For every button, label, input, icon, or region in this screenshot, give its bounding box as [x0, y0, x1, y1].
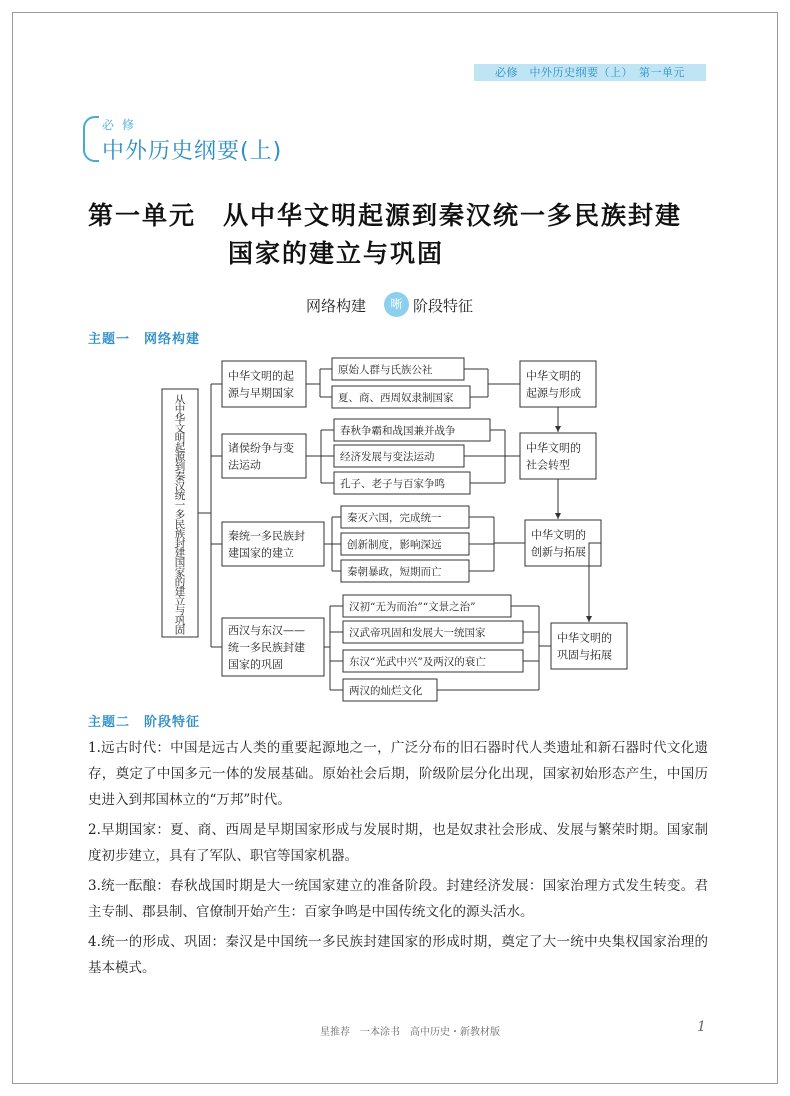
- unit-title-line-1: 第一单元 从中华文明起源到秦汉统一多民族封建: [88, 201, 683, 230]
- diagram-root-char: 到: [174, 461, 186, 474]
- diagram-summary-box: [520, 361, 596, 407]
- diagram-root-char: 从: [174, 394, 186, 406]
- diagram-item-label: 两汉的灿烂文化: [349, 685, 423, 697]
- diagram-summary-label: 巩固与拓展: [557, 648, 612, 662]
- footer-text: 星推荐 一本涂书 高中历史・新教材版: [320, 1027, 500, 1038]
- diagram-root-char: 固: [174, 624, 186, 637]
- diagram-stage-label: 秦统一多民族封: [228, 529, 305, 543]
- topic-one-heading: 主题一 网络构建: [88, 332, 201, 347]
- diagram-stage-label: 西汉与东汉——: [228, 624, 305, 637]
- paragraph-4: 4.统一的形成、巩固：秦汉是中国统一多民族封建国家的形成时期，奠定了大一统中央集权国家治理的基本模式。: [88, 934, 708, 976]
- diagram-summary-box: [520, 433, 596, 479]
- topic-two-heading: 主题二 阶段特征: [88, 715, 201, 730]
- paragraph-3: 3.统一酝酿：春秋战国时期是大一统国家建立的准备阶段。封建经济发展：国家治理方式发生转变。君主专制、郡县制、官僚制开始产生：百家争鸣是中国传统文化的源头活水。: [88, 878, 708, 920]
- diagram-summary-label: 中华文明的: [531, 528, 586, 542]
- diagram-root-char: 建: [174, 586, 186, 598]
- diagram-summary-label: 创新与拓展: [531, 545, 586, 559]
- diagram-root-char: 的: [174, 576, 186, 589]
- diagram-root-char: 秦: [174, 470, 186, 483]
- diagram-stage-label: 建国家的建立: [228, 546, 294, 560]
- diagram-root-char: 起: [174, 442, 186, 454]
- diagram-summary-box: [551, 623, 627, 669]
- diagram-item-label: 东汉“光武中兴”及两汉的衰亡: [349, 656, 486, 668]
- diagram-stage-box: [222, 361, 306, 407]
- diagram-root-char: 汉: [174, 480, 186, 493]
- book-level-label: 必修: [102, 118, 143, 132]
- page-number: 1: [697, 1019, 706, 1035]
- diagram-root-char: 国: [174, 557, 186, 570]
- diagram-stage-label: 诸侯纷争与变: [228, 441, 294, 455]
- paragraph-1: 1.远古时代：中国是远古人类的重要起源地之一，广泛分布的旧石器时代人类遗址和新石器时代文化遗存，奠定了中国多元一体的发展基础。原始社会后期，阶级阶层分化出现，国家初始形态产生，中国历史进入到邦国林立的“万邦”时代。: [88, 740, 708, 808]
- diagram-root-char: 立: [174, 595, 186, 608]
- diagram-item-label: 孔子、老子与百家争鸣: [340, 478, 445, 490]
- diagram-stage-label: 统一多民族封建: [228, 641, 305, 654]
- diagram-root-char: 源: [174, 451, 186, 464]
- diagram-summary-label: 起源与形成: [526, 386, 581, 400]
- book-title: 中外历史纲要(上): [102, 139, 283, 164]
- diagram-root-char: 族: [174, 528, 186, 541]
- section-banner-left: 网络构建: [306, 297, 367, 315]
- section-banner-right: 阶段特征: [413, 297, 474, 315]
- diagram-summary-label: 中华文明的: [526, 369, 581, 383]
- diagram-item-label: 春秋争霸和战国兼并战争: [340, 425, 456, 437]
- diagram-summary-label: 社会转型: [526, 458, 570, 472]
- diagram-root-char: 与: [174, 605, 186, 618]
- diagram-summary-label: 中华文明的: [557, 631, 612, 645]
- diagram-root-char: 巩: [174, 614, 186, 627]
- diagram-root-char: 建: [174, 547, 186, 560]
- diagram-item-label: 秦灭六国，完成统一: [347, 512, 442, 524]
- diagram-item-label: 创新制度，影响深远: [347, 539, 442, 551]
- diagram-stage-label: 源与早期国家: [228, 386, 294, 400]
- diagram-item-label: 汉初“无为而治”“文景之治”: [349, 601, 476, 613]
- running-header-tag: 必修 中外历史纲要（上） 第一单元: [474, 64, 706, 81]
- diagram-root-char: 民: [174, 518, 186, 531]
- diagram-root-char: 明: [174, 432, 186, 445]
- diagram-item-label: 原始人群与氏族公社: [338, 364, 433, 376]
- diagram-root-char: 一: [174, 499, 186, 512]
- diagram-root-char: 华: [174, 413, 186, 426]
- diagram-root-char: 中: [174, 403, 186, 416]
- diagram-item-label: 夏、商、西周奴隶制国家: [338, 392, 454, 404]
- diagram-root-char: 多: [174, 509, 186, 522]
- unit-title-line-2: 国家的建立与巩固: [228, 239, 445, 268]
- diagram-item-label: 经济发展与变法运动: [340, 451, 435, 463]
- diagram-summary-label: 中华文明的: [526, 441, 581, 455]
- diagram-stage-label: 国家的巩固: [228, 658, 283, 671]
- diagram-stage-label: 法运动: [228, 458, 261, 472]
- diagram-stage-label: 中华文明的起: [228, 369, 294, 383]
- diagram-item-label: 汉武帝巩固和发展大一统国家: [349, 627, 486, 639]
- paragraph-2: 2.早期国家：夏、商、西周是早期国家形成与发展时期，也是奴隶社会形成、发展与繁荣时期。国家制度初步建立，具有了军队、职官等国家机器。: [88, 822, 708, 864]
- diagram-item-label: 秦朝暴政，短期而亡: [347, 566, 442, 578]
- diagram-root-char: 文: [174, 422, 186, 435]
- diagram-root-char: 家: [174, 566, 186, 579]
- diagram-root-char: 封: [174, 538, 186, 550]
- diagram-root-char: 统: [174, 490, 186, 502]
- section-banner-badge: 晰: [384, 292, 409, 317]
